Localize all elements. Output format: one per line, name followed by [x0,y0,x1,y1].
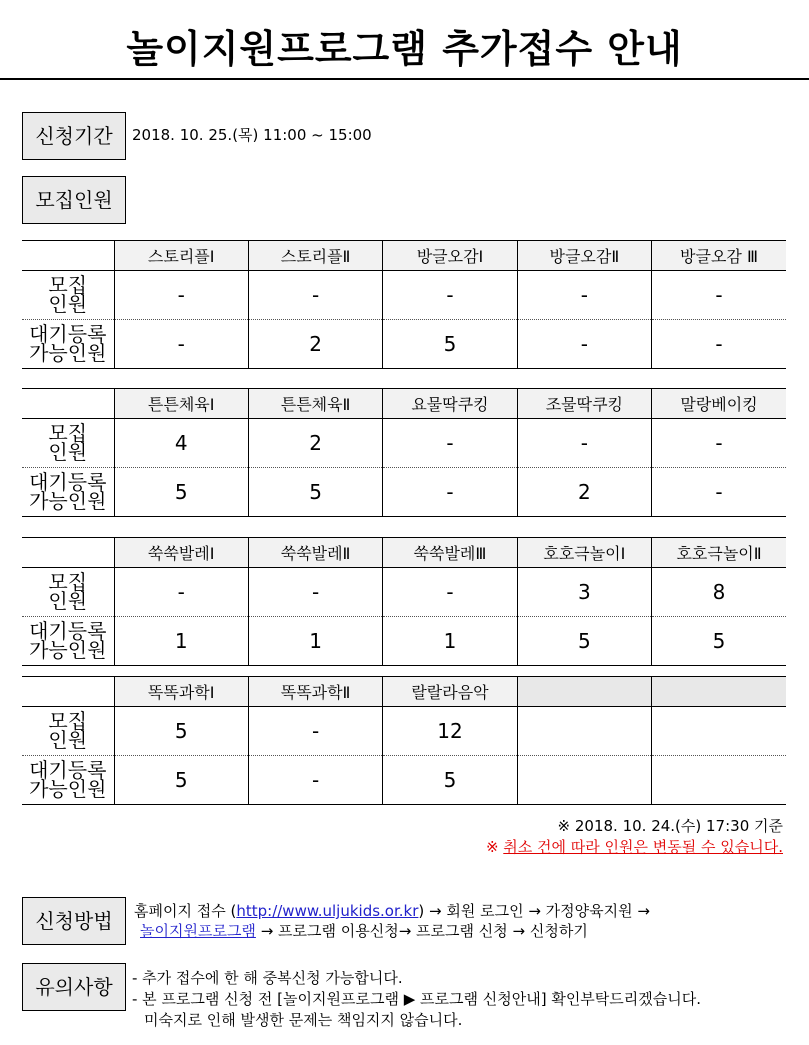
table-row [22,271,786,320]
program-link[interactable]: 놀이지원프로그램 [140,922,256,940]
table-header-row [22,677,786,707]
row-label [22,419,114,468]
row-label-line: 인원 [48,440,88,464]
header-corner [22,677,114,707]
recruit-count: 3 [517,568,651,617]
recruit-table [22,240,786,369]
row-label-line: 대기등록 [29,758,107,782]
row-label-line: 가능인원 [29,341,107,365]
caution-line-1: - 추가 접수에 한 해 중복신청 가능합니다. [132,969,403,987]
method-text-a: 홈페이지 접수 ( [134,902,237,920]
recruit-count: - [383,271,517,320]
waitlist-count: 5 [114,468,248,517]
recruit-count: - [248,707,382,756]
program-header: 똑똑과학Ⅱ [248,677,382,707]
waitlist-count: 5 [517,617,651,666]
program-header [652,677,786,707]
basis-note: ※ 2018. 10. 24.(수) 17:30 기준 [557,817,783,835]
waitlist-count: 5 [652,617,786,666]
program-header: 똑똑과학Ⅰ [114,677,248,707]
method-text-c: → 프로그램 이용신청→ 프로그램 신청 → 신청하기 [255,922,588,940]
row-label-line: 모집 [48,709,88,733]
recruit-table [22,676,786,805]
waitlist-count: 1 [248,617,382,666]
program-header: 요물딱쿠킹 [383,389,517,419]
recruit-count: - [114,271,248,320]
recruit-count: - [652,419,786,468]
row-label-line: 인원 [48,728,88,752]
table-row [22,419,786,468]
waitlist-count: - [517,320,651,369]
waitlist-count: 1 [383,617,517,666]
recruit-count: - [652,271,786,320]
waitlist-count [517,756,651,805]
row-label-line: 가능인원 [29,638,107,662]
program-header: 스토리플Ⅰ [114,241,248,271]
waitlist-count: 1 [114,617,248,666]
waitlist-count: 5 [248,468,382,517]
row-label-line: 대기등록 [29,619,107,643]
waitlist-count: - [652,468,786,517]
homepage-link[interactable]: http://www.uljukids.or.kr [236,902,419,920]
recruit-count: - [517,419,651,468]
row-label-line: 모집 [48,273,88,297]
program-header: 튼튼체육Ⅰ [114,389,248,419]
caution-line-3: 미숙지로 인해 발생한 문제는 책임지지 않습니다. [144,1011,463,1029]
table-row [22,320,786,369]
header-corner [22,241,114,271]
waitlist-count: - [652,320,786,369]
row-label-line: 대기등록 [29,470,107,494]
recruit-count: - [383,568,517,617]
table-row [22,468,786,517]
method-label: 신청방법 [22,897,126,945]
waitlist-count: 2 [517,468,651,517]
row-label-line: 대기등록 [29,322,107,346]
program-header: 쑥쑥발레Ⅱ [248,538,382,568]
row-label [22,468,114,517]
row-label [22,271,114,320]
header-corner [22,538,114,568]
waitlist-count: - [248,756,382,805]
waitlist-count: - [114,320,248,369]
program-header: 말랑베이킹 [652,389,786,419]
row-label-line: 가능인원 [29,489,107,513]
title-divider [0,78,809,80]
recruit-count: - [114,568,248,617]
recruit-count: - [248,271,382,320]
page-title: 놀이지원프로그램 추가접수 안내 [126,27,683,71]
table-row [22,617,786,666]
row-label-line: 모집 [48,421,88,445]
change-note-prefix: ※ [485,838,504,856]
method-text-b: ) → 회원 로그인 → 가정양육지원 → [418,902,650,920]
row-label [22,320,114,369]
program-header: 쑥쑥발레Ⅰ [114,538,248,568]
recruit-count: 2 [248,419,382,468]
header-corner [22,389,114,419]
program-header: 방글오감Ⅱ [517,241,651,271]
table-row [22,568,786,617]
recruit-count: 5 [114,707,248,756]
change-note [486,836,783,857]
waitlist-count: 2 [248,320,382,369]
row-label-line: 가능인원 [29,777,107,801]
program-header: 호호극놀이Ⅱ [652,538,786,568]
recruit-count: - [517,271,651,320]
row-label [22,707,114,756]
method-line-2 [140,920,588,942]
waitlist-count: 5 [383,756,517,805]
row-label-line: 모집 [48,570,88,594]
waitlist-count [652,756,786,805]
row-label [22,756,114,805]
program-header: 방글오감 Ⅲ [652,241,786,271]
recruit-table [22,537,786,666]
waitlist-count: 5 [383,320,517,369]
table-header-row [22,389,786,419]
row-label [22,617,114,666]
program-header: 방글오감Ⅰ [383,241,517,271]
program-header: 호호극놀이Ⅰ [517,538,651,568]
recruit-count: - [383,419,517,468]
period-label: 신청기간 [22,112,126,160]
table-row [22,707,786,756]
recruit-count: - [248,568,382,617]
program-header: 튼튼체육Ⅱ [248,389,382,419]
recruit-count: 4 [114,419,248,468]
caution-line-2: - 본 프로그램 신청 전 [놀이지원프로그램 ▶ 프로그램 신청안내] 확인부탁드리겠습니다. [132,990,701,1008]
row-label-line: 인원 [48,589,88,613]
change-note-text: 취소 건에 따라 인원은 변동될 수 있습니다. [503,838,783,856]
recruit-table [22,388,786,517]
recruit-count [652,707,786,756]
table-header-row [22,538,786,568]
program-header: 스토리플Ⅱ [248,241,382,271]
waitlist-count: - [383,468,517,517]
row-label-line: 인원 [48,292,88,316]
row-label [22,568,114,617]
recruit-count: 8 [652,568,786,617]
caution-label: 유의사항 [22,963,126,1011]
period-value: 2018. 10. 25.(목) 11:00 ~ 15:00 [132,126,372,144]
method-line-1 [134,900,650,922]
recruit-label: 모집인원 [22,176,126,224]
program-header [517,677,651,707]
program-header: 조물딱쿠킹 [517,389,651,419]
table-header-row [22,241,786,271]
program-header: 랄랄라음악 [383,677,517,707]
waitlist-count: 5 [114,756,248,805]
recruit-count: 12 [383,707,517,756]
program-header: 쑥쑥발레Ⅲ [383,538,517,568]
table-row [22,756,786,805]
recruit-count [517,707,651,756]
